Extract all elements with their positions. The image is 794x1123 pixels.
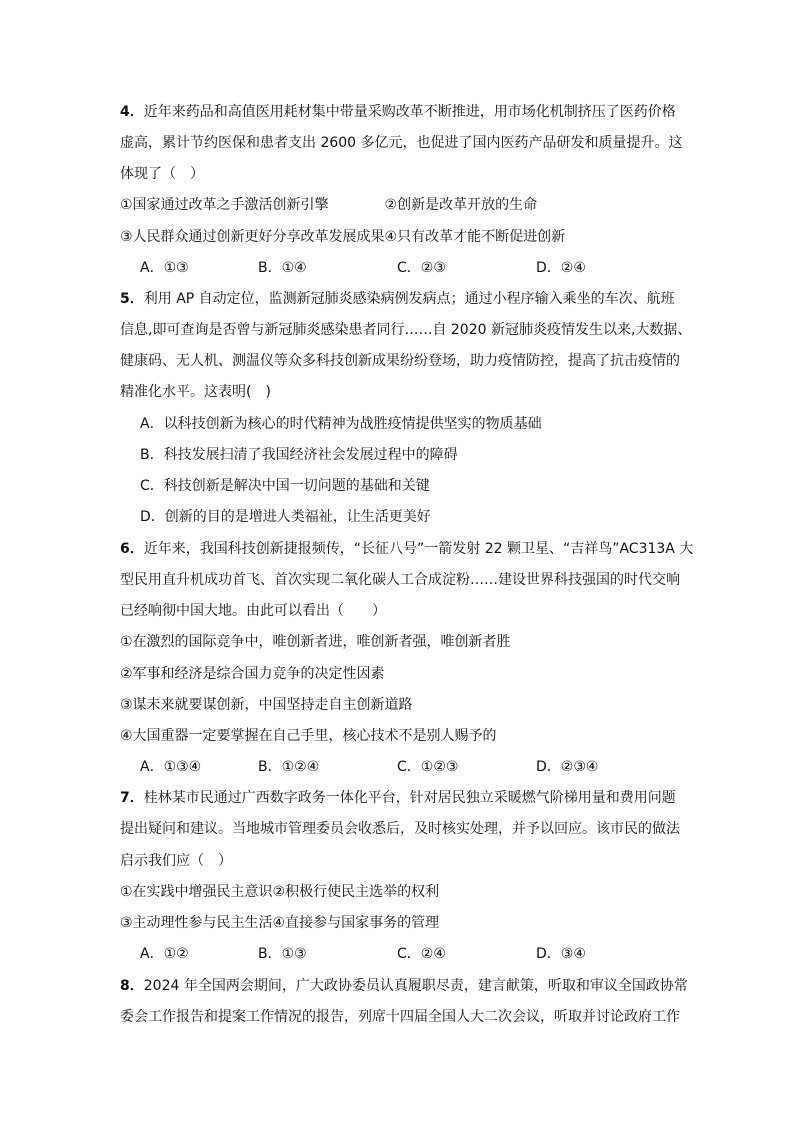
q7-statement-2: ③主动理性参与民主生活④直接参与国家事务的管理 [120, 915, 440, 931]
option-b[interactable]: B．①④ [258, 260, 307, 276]
option-c[interactable]: C．①②③ [397, 759, 459, 775]
option-a[interactable]: A．①③ [140, 260, 189, 276]
q6-line-1 [120, 540, 693, 558]
question-number: 4． [120, 104, 144, 120]
q5-line-1 [120, 290, 675, 308]
q7-text: 桂林某市民通过广西数字政务一体化平台，针对居民独立采暖燃气阶梯用量和费用问题 [143, 790, 676, 806]
option-d[interactable]: D．②④ [536, 260, 586, 276]
option-b[interactable]: B．①②④ [258, 759, 320, 775]
q4-line-2: 虚高，累计节约医保和患者支出 2600 多亿元，也促进了国内医药产品研发和质量提升。这 [120, 135, 683, 151]
question-number: 5． [120, 291, 144, 307]
q5-option-d[interactable]: D．创新的目的是增进人类福祉，让生活更美好 [140, 509, 431, 525]
q6-statement-4: ④大国重器一定要掌握在自己手里，核心技术不是别人赐予的 [120, 728, 497, 744]
q5-option-b[interactable]: B．科技发展扫清了我国经济社会发展过程中的障碍 [140, 447, 458, 463]
question-number: 6． [120, 541, 144, 557]
q6-statement-1: ①在激烈的国际竞争中，唯创新者进，唯创新者强，唯创新者胜 [120, 634, 511, 650]
option-a[interactable]: A．①② [140, 946, 189, 962]
q8-text: 2024 年全国两会期间，广大政协委员认真履职尽责，建言献策，听取和审议全国政协常 [143, 978, 688, 994]
option-c[interactable]: C．②④ [397, 946, 446, 962]
q7-line-1 [120, 789, 676, 807]
q6-statement-2: ②军事和经济是综合国力竞争的决定性因素 [120, 666, 385, 682]
option-d[interactable]: D．②③④ [536, 759, 599, 775]
q4-text: 近年来药品和高值医用耗材集中带量采购改革不断推进，用市场化机制挤压了医药价格 [143, 104, 676, 120]
q8-line-1 [120, 977, 688, 995]
question-number: 8． [120, 978, 144, 994]
q5-line-3: 健康码、无人机、测温仪等众多科技创新成果纷纷登场，助力疫情防控，提高了抗击疫情的 [120, 353, 680, 369]
q6-statement-3: ③谋未来就要谋创新，中国坚持走自主创新道路 [120, 697, 413, 713]
q4-line-3: 体现了（ ） [120, 166, 204, 182]
q5-option-a[interactable]: A．以科技创新为核心的时代精神为战胜疫情提供坚实的物质基础 [140, 416, 542, 432]
q7-line-2: 提出疑问和建议。当地城市管理委员会收悉后，及时核实处理，并予以回应。该市民的做法 [120, 821, 680, 837]
question-number: 7． [120, 790, 144, 806]
q4-statement-2: ③人民群众通过创新更好分享改革发展成果④只有改革才能不断促进创新 [120, 229, 566, 245]
q5-option-c[interactable]: C．科技创新是解决中国一切问题的基础和关键 [140, 478, 430, 494]
q5-line-2: 信息,即可查询是否曾与新冠肺炎感染患者同行……自 2020 新冠肺炎疫情发生以来,大数据、 [120, 322, 692, 338]
q6-line-3: 已经响彻中国大地。由此可以看出（ ） [120, 603, 386, 619]
q5-line-4: 精准化水平。这表明( ) [120, 384, 271, 400]
q8-line-2: 委会工作报告和提案工作情况的报告，列席十四届全国人大二次会议，听取并讨论政府工作 [120, 1009, 680, 1025]
q7-statement-1: ①在实践中增强民主意识②积极行使民主选举的权利 [120, 884, 440, 900]
option-c[interactable]: C．②③ [397, 260, 446, 276]
q6-text: 近年来，我国科技创新捷报频传，“长征八号”一箭发射 22 颗卫星、“吉祥鸟”AC313A 大 [143, 541, 694, 557]
q6-line-2: 型民用直升机成功首飞、首次实现二氧化碳人工合成淀粉……建设世界科技强国的时代交响 [120, 572, 680, 588]
q7-line-3: 启示我们应（ ） [120, 853, 232, 869]
q4-line-1 [120, 103, 676, 121]
option-d[interactable]: D．③④ [536, 946, 586, 962]
option-b[interactable]: B．①③ [258, 946, 307, 962]
q5-text: 利用 AP 自动定位，监测新冠肺炎感染病例发病点；通过小程序输入乘坐的车次、航班 [143, 291, 675, 307]
q4-statement-1: ①国家通过改革之手激活创新引擎 ②创新是改革开放的生命 [120, 197, 538, 213]
option-a[interactable]: A．①③④ [140, 759, 202, 775]
